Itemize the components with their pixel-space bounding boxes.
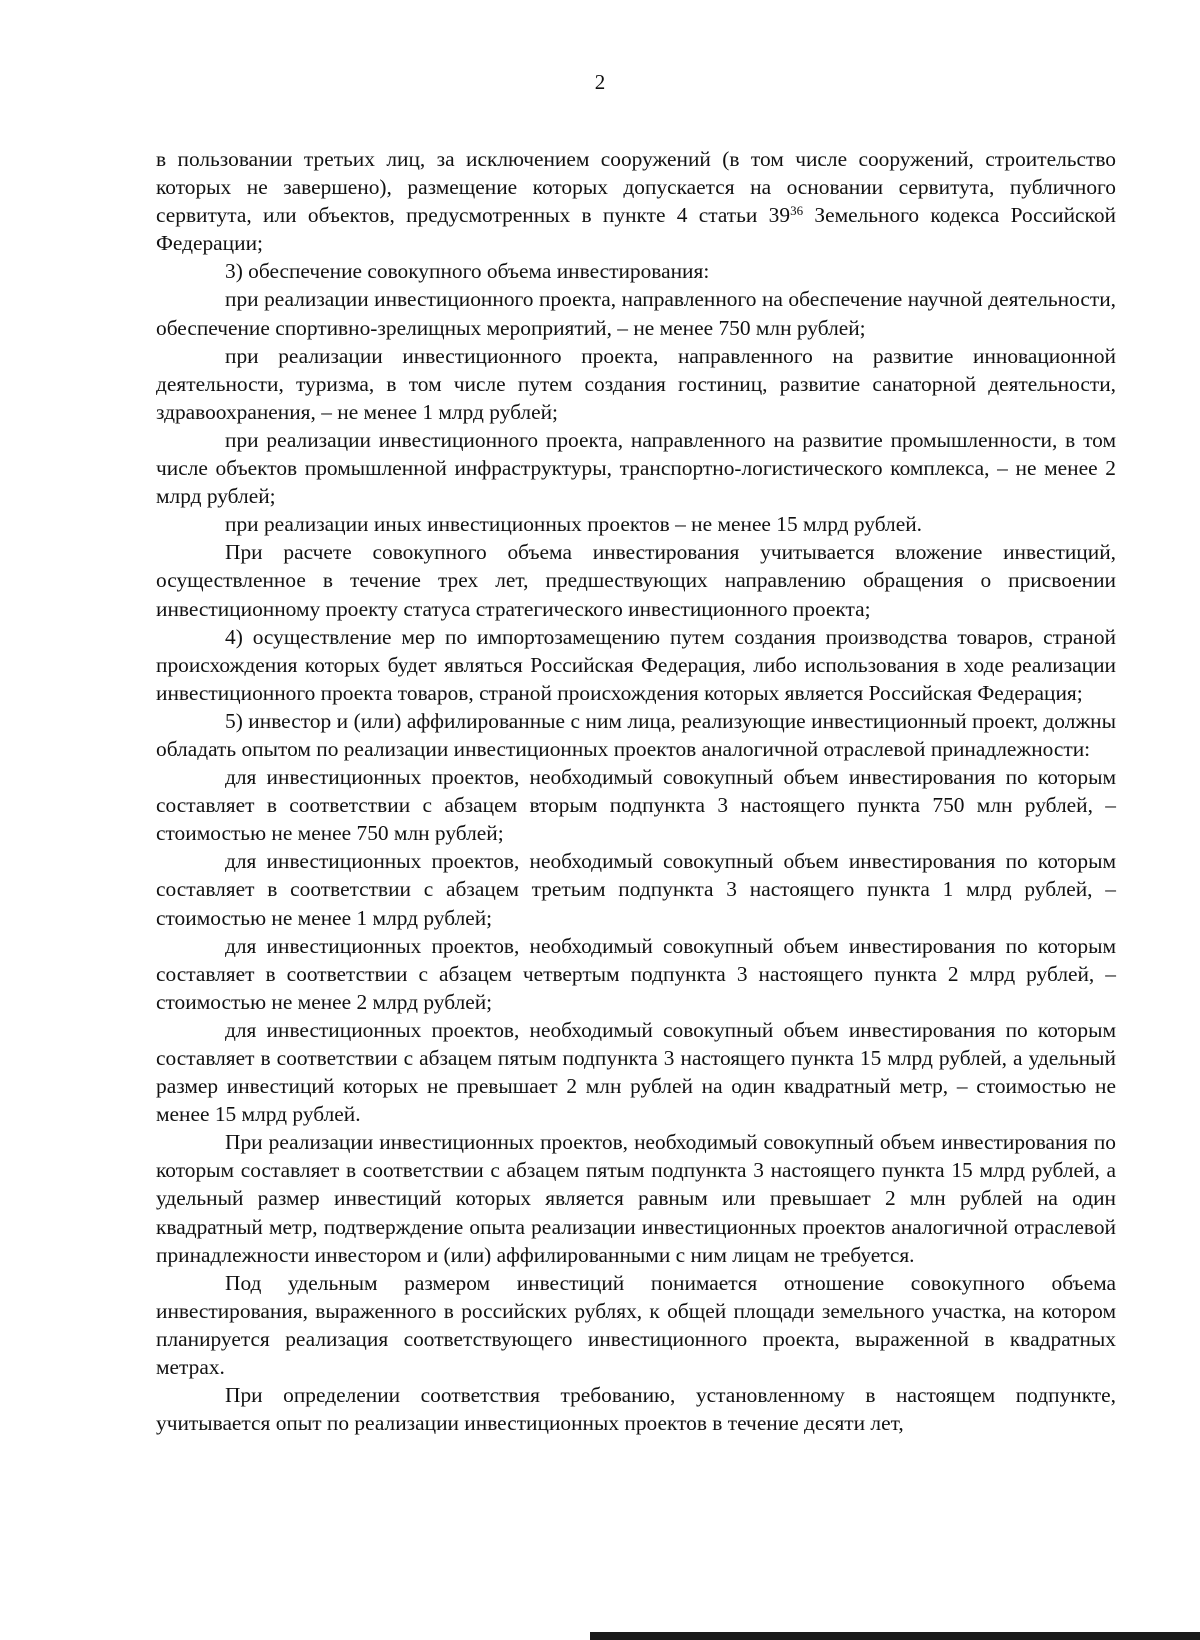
paragraph-tail: Земельного кодекса Российской Федерации; — [156, 203, 1116, 256]
paragraph-experience-period: При определении соответствия требованию, установленному в настоящем подпункте, учитывается опыт по реализации инвестиционных проектов в течение десяти лет, — [156, 1383, 1116, 1436]
paragraph-science-investment: при реализации инвестиционного проекта, направленного на обеспечение научной деятельности, обеспечение спортивно-зрелищных мероприятий, – не менее 750 млн рублей; — [156, 287, 1116, 340]
paragraph-experience-15bn: для инвестиционных проектов, необходимый совокупный объем инвестирования по которым составляет в соответствии с абзацем пятым подпункта 3 настоящего пункта 15 млрд рублей, а удельный размер инвестиций которых не превышает 2 млн рублей на один квадратный метр, – стоимостью не менее 15 млрд рублей. — [156, 1017, 1116, 1127]
page-number: 2 — [594, 70, 606, 94]
paragraph-experience-1bn: для инвестиционных проектов, необходимый совокупный объем инвестирования по которым составляет в соответствии с абзацем третьим подпункта 3 настоящего пункта 1 млрд рублей, – стоимостью не менее 1 млрд рублей; — [156, 849, 1116, 930]
paragraph-industry-investment: при реализации инвестиционного проекта, направленного на развитие промышленности, в том числе объектов промышленной инфраструктуры, транспортно-логистического комплекса, – не менее 2 млрд рублей; — [156, 427, 1116, 509]
scan-bottom-edge — [590, 1632, 1200, 1640]
paragraph-text: в пользовании третьих лиц, за исключением сооружений (в том числе сооружений, строительство которых не завершено), размещение которых допускается на основании сервитута, публичного сервитута, или объектов, предусмотренных в пункте 4 статьи 39 — [156, 147, 1116, 228]
paragraph-experience-exemption: При реализации инвестиционных проектов, необходимый совокупный объем инвестирования по которым составляет в соответствии с абзацем пятым подпункта 3 настоящего пункта 15 млрд рублей, а удельный размер инвестиций которых является равным или превышает 2 млн рублей на один квадратный метр, подтверждение опыта реализации инвестиционных проектов аналогичной отраслевой принадлежности инвестором и (или) аффилированными с ним лицам не требуется. — [156, 1130, 1116, 1267]
article-superscript: 36 — [790, 203, 804, 219]
paragraph-experience-2bn: для инвестиционных проектов, необходимый совокупный объем инвестирования по которым составляет в соответствии с абзацем четвертым подпункта 3 настоящего пункта 2 млрд рублей, – стоимостью не менее 2 млрд рублей; — [156, 933, 1116, 1014]
paragraph-other-investment: при реализации иных инвестиционных проектов – не менее 15 млрд рублей. — [225, 512, 923, 537]
paragraph-item-3: 3) обеспечение совокупного объема инвестирования: — [225, 259, 710, 284]
paragraph-continuation — [156, 145, 1116, 257]
paragraph-innovation-investment: при реализации инвестиционного проекта, направленного на развитие инновационной деятельности, туризма, в том числе путем создания гостиниц, развитие санаторной деятельности, здравоохранения, – не менее 1 млрд рублей; — [156, 343, 1116, 424]
paragraph-item-5: 5) инвестор и (или) аффилированные с ним лица, реализующие инвестиционный проект, должны обладать опытом по реализации инвестиционных проектов аналогичной отраслевой принадлежности: — [156, 708, 1116, 761]
paragraph-item-4: 4) осуществление мер по импортозамещению путем создания производства товаров, страной происхождения которых будет являться Российская Федерация, либо использования в ходе реализации инвестиционного проекта товаров, страной происхождения которых является Российская Федерация; — [156, 624, 1116, 705]
paragraph-unit-investment-definition: Под удельным размером инвестиций понимается отношение совокупного объема инвестирования, выраженного в российских рублях, к общей площади земельного участка, на котором планируется реализация соответствующего инвестиционного проекта, выраженной в квадратных метрах. — [156, 1270, 1116, 1380]
document-body — [156, 145, 1116, 1437]
paragraph-experience-750m: для инвестиционных проектов, необходимый совокупный объем инвестирования по которым составляет в соответствии с абзацем вторым подпункта 3 настоящего пункта 750 млн рублей, – стоимостью не менее 750 млн рублей; — [156, 765, 1116, 846]
paragraph-investment-calculation: При расчете совокупного объема инвестирования учитывается вложение инвестиций, осуществленное в течение трех лет, предшествующих направлению обращения о присвоении инвестиционному проекту статуса стратегического инвестиционного проекта; — [156, 540, 1116, 621]
